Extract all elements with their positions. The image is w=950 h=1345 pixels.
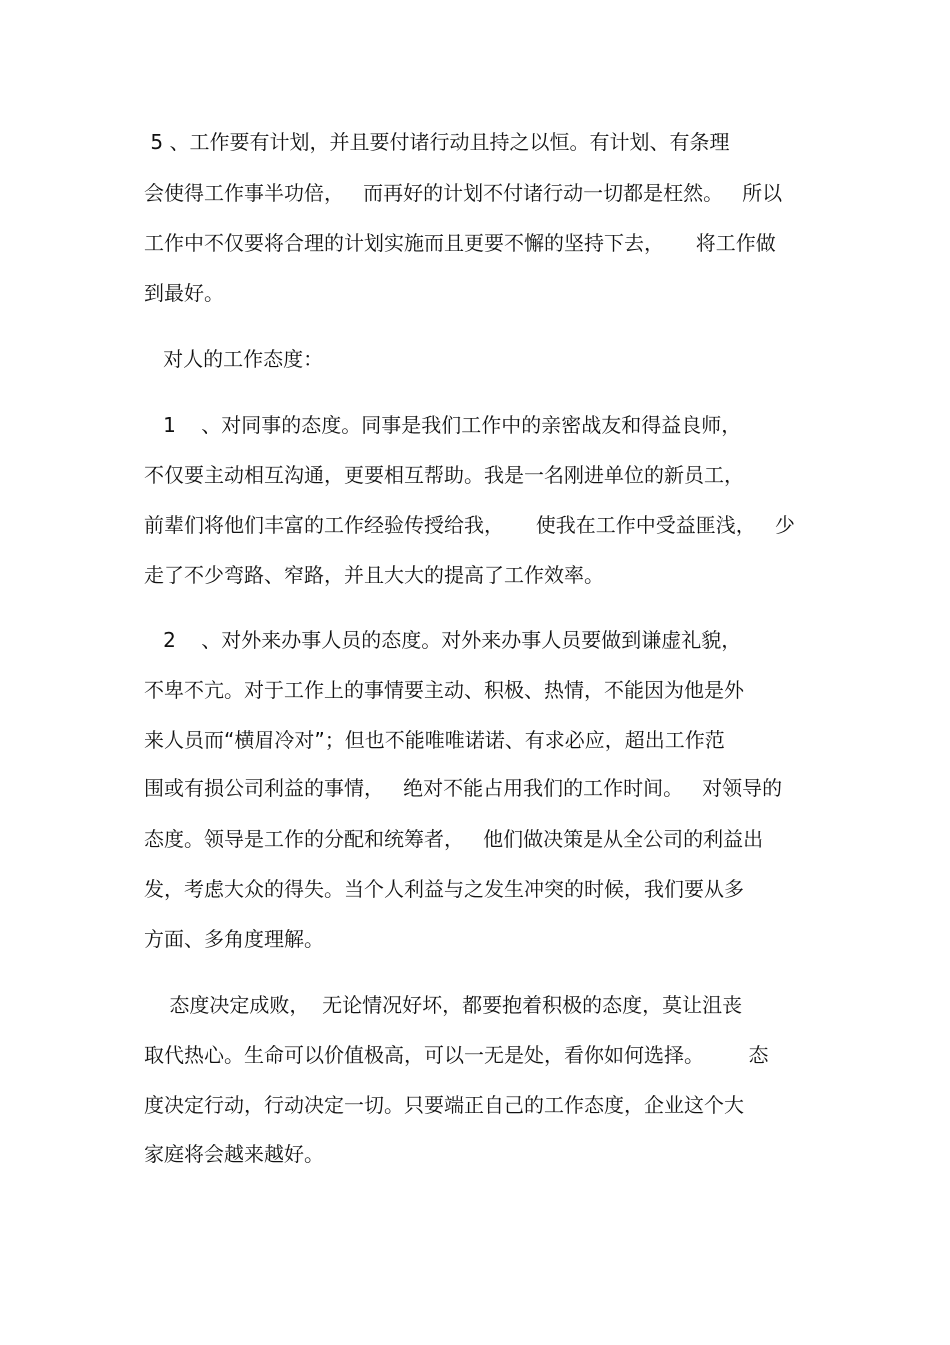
text-line: 方面、多角度理解。 [144, 927, 324, 951]
text-line: 来人员而“横眉冷对”；但也不能唯唯诺诺、有求必应，超出工作范 [144, 728, 725, 752]
section-heading: 对人的工作态度： [144, 347, 324, 371]
text-line: 围或有损公司利益的事情， 绝对不能占用我们的工作时间。 对领导的 [144, 776, 783, 800]
text-line: 走了不少弯路、窄路，并且大大的提高了工作效率。 [144, 563, 604, 587]
text-line: 会使得工作事半功倍， 而再好的计划不付诸行动一切都是枉然。 所以 [144, 181, 783, 205]
text-line: 取代热心。生命可以价值极高，可以一无是处，看你如何选择。 态 [144, 1043, 769, 1067]
text-line: 前辈们将他们丰富的工作经验传授给我， 使我在工作中受益匪浅， 少 [144, 513, 795, 537]
text-line: 发，考虑大众的得失。当个人利益与之发生冲突的时候，我们要从多 [144, 877, 744, 901]
text-line: 2 、对外来办事人员的态度。对外来办事人员要做到谦虚礼貌， [144, 628, 742, 652]
text-line: 工作中不仅要将合理的计划实施而且更要不懈的坚持下去， 将工作做 [144, 231, 776, 255]
text-line: 到最好。 [144, 281, 224, 305]
text-line: 态度决定成败， 无论情况好坏，都要抱着积极的态度，莫让沮丧 [144, 993, 743, 1017]
text-line: 态度。领导是工作的分配和统筹者， 他们做决策是从全公司的利益出 [144, 827, 764, 851]
text-line: 度决定行动，行动决定一切。只要端正自己的工作态度，企业这个大 [144, 1093, 744, 1117]
text-line: 不仅要主动相互沟通，更要相互帮助。我是一名刚进单位的新员工， [144, 463, 744, 487]
text-line: 家庭将会越来越好。 [144, 1142, 324, 1166]
text-line: 1 、对同事的态度。同事是我们工作中的亲密战友和得益良师， [144, 413, 742, 437]
text-line: 5 、工作要有计划，并且要付诸行动且持之以恒。有计划、有条理 [144, 130, 730, 154]
text-line: 不卑不亢。对于工作上的事情要主动、积极、热情，不能因为他是外 [144, 678, 744, 702]
